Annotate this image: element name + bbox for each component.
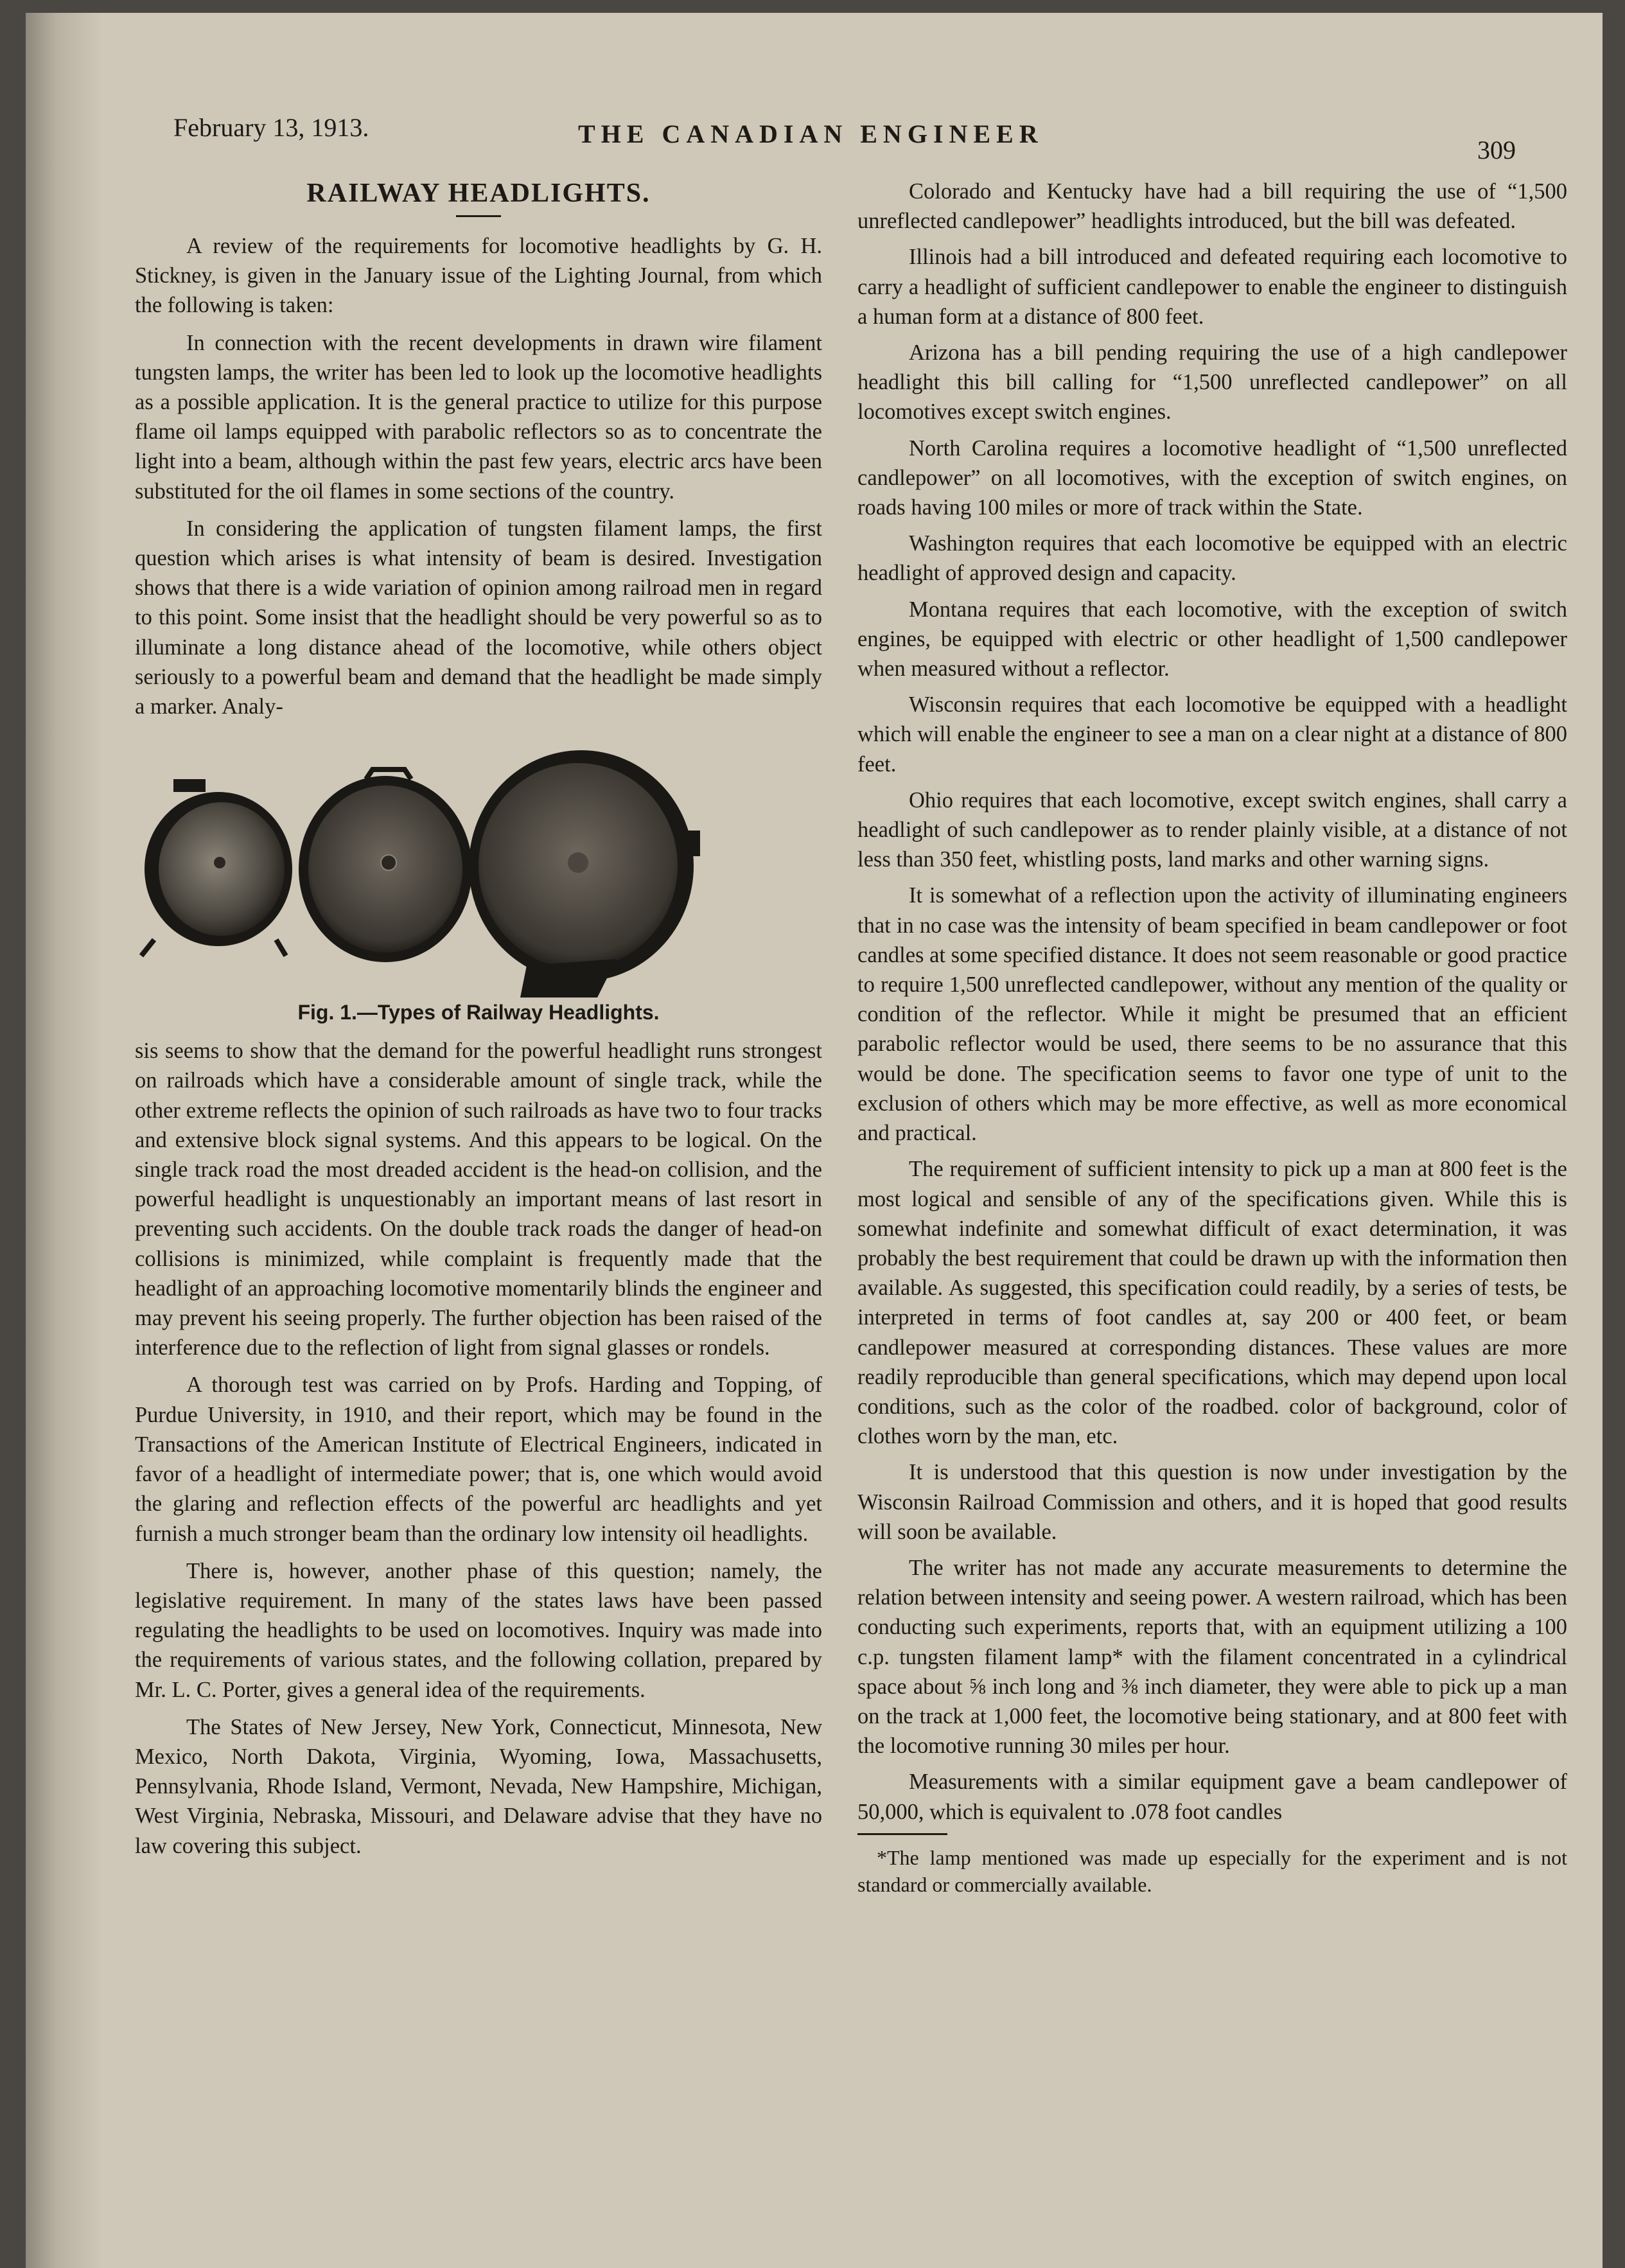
paragraph: Arizona has a bill pending requiring the use of a high candlepower headlight this bill calling for “1,500 unreflected candlepower” on all locomotives except switch engines.	[857, 340, 1567, 425]
binding-shadow	[26, 13, 103, 2268]
paragraph: The writer has not made any accurate measurements to determine the relation between intensity and seeing power. A western railroad, which has been conducting such experiments, reports that, with an equipment utilizing a 100 c.p. tungsten filament lamp* with the filament concentrated in a cylindrical space about ⅝ inch long and ⅜ inch diameter, they were able to pick up a man on the track at 1,000 feet, the locomotive being stationary, and at 800 feet with the locomotive running 30 miles per hour.	[857, 1555, 1567, 1759]
paragraph: A review of the requirements for locomotive headlights by G. H. Stickney, is given in the January issue of the Lighting Journal, from which the following is taken:	[135, 234, 822, 318]
paragraph: sis seems to show that the demand for the powerful headlight runs strongest on railroads which have a considerable amount of single track, while the other extreme reflects the opinion of such railroads as have two to four tracks and extensive block signal systems. And this appears to be logical. On the single track road the most dreaded accident is the head-on collision, and the powerful headlight is unquestionably an important means of last resort in preventing such accidents. On the double track roads the danger of head-on collisions is minimized, while complaint is frequently made that the headlight of an approaching locomotive momentarily blinds the engineer and may prevent his seeing properly. The further objection has been raised of the interference due to the reflection of light from signal glasses or rondels.	[135, 1039, 822, 1360]
figure-caption: Fig. 1.—Types of Railway Headlights.	[297, 1001, 660, 1024]
paragraph: Colorado and Kentucky have had a bill requiring the use of “1,500 unreflected candlepower” headlights introduced, but the bill was defeated.	[857, 179, 1567, 234]
paragraph: The States of New Jersey, New York, Connecticut, Minnesota, New Mexico, North Dakota, Virginia, Wyoming, Iowa, Massachusetts, Pennsylvania, Rhode Island, Vermont, Nevada, New Hampshire, Michigan, West Virginia, Nebraska, Missouri, and Delaware advise that they have no law covering this subject.	[135, 1714, 822, 1858]
paragraph: In connection with the recent developments in drawn wire filament tungsten lamps, the writer has been led to look up the locomotive headlights as a possible application. It is the general practice to utilize for this purpose flame oil lamps equipped with parabolic reflectors so as to concentrate the light into a beam, although within the past few years, electric arcs have been substituted for the oil flames in some sections of the country.	[135, 330, 822, 504]
magazine-page	[26, 13, 1603, 2268]
paragraph: Washington requires that each locomotive be equipped with an electric headlight of approved design and capacity.	[857, 531, 1567, 586]
paragraph: Montana requires that each locomotive, with the exception of switch engines, be equipped with electric or other headlight of 1,500 candlepower when measured without a reflector.	[857, 597, 1567, 681]
headlights-photo	[135, 734, 822, 1004]
small-headlight	[141, 779, 292, 956]
right-column	[857, 177, 1567, 1906]
paragraph: The requirement of sufficient intensity to pick up a man at 800 feet is the most logical and sensible of any of the specifications given. While this is somewhat indefinite and somewhat difficult of exact determination, it was probably the best requirement that could be drawn up with the information then available. As suggested, this specification could readily, by a series of tests, be interpreted in terms of foot candles at, say 200 or 400 feet, or beam candlepower measured at corresponding distances. These values are more readily reproducible than general specifications, which may depend upon local conditions, such as the color of the roadbed. color of background, color of clothes worn by the man, etc.	[857, 1157, 1567, 1449]
paragraph: North Carolina requires a locomotive headlight of “1,500 unreflected candlepower” on all locomotives, with the exception of switch engines, on roads having 100 miles or more of track within the State.	[857, 435, 1567, 520]
paragraph: Illinois had a bill introduced and defeated requiring each locomotive to carry a headlight of sufficient candlepower to enable the engineer to distinguish a human form at a distance of 800 feet.	[857, 245, 1567, 329]
journal-title: THE CANADIAN ENGINEER	[578, 119, 1044, 148]
page-number: 309	[1477, 136, 1516, 164]
paragraph: Measurements with a similar equipment gave a beam candlepower of 50,000, which is equivalent to .078 foot candles	[857, 1770, 1567, 1824]
article-title: RAILWAY HEADLIGHTS.	[306, 179, 651, 208]
figure-headlights	[135, 734, 822, 1030]
large-headlight	[469, 750, 700, 998]
paragraph: There is, however, another phase of this question; namely, the legislative requirement. In many of the states laws have been passed regulating the headlights to be used on locomotives. Inquiry was made into the requirements of various states, and the following collation, prepared by Mr. L. C. Porter, gives a general idea of the requirements.	[135, 1558, 822, 1702]
footnote-rule	[857, 1833, 947, 1835]
paragraph: In considering the application of tungsten filament lamps, the first question which arises is what intensity of beam is desired. Investigation shows that there is a wide variation of opinion among railroad men in regard to this point. Some insist that the headlight should be very powerful so as to illuminate a long distance ahead of the locomotive, while others object seriously to a powerful beam and demand that the headlight be made simply a marker. Analy-	[135, 516, 822, 719]
left-column	[135, 177, 822, 1868]
paragraph: A thorough test was carried on by Profs. Harding and Topping, of Purdue University, in 1910, and their report, which may be found in the Transactions of the American Institute of Electrical Engineers, indicated in favor of a headlight of intermediate power; that is, one which would avoid the glaring and reflection effects of the powerful arc headlights and yet furnish a much stronger beam than the ordinary low intensity oil headlights.	[135, 1373, 822, 1546]
paragraph: It is understood that this question is now under investigation by the Wisconsin Railroad Commission and others, and it is hoped that good results will soon be available.	[857, 1460, 1567, 1544]
paragraph: Ohio requires that each locomotive, except switch engines, shall carry a headlight of such candlepower as to render plainly visible, at a distance of not less than 350 feet, whistling posts, land marks and other warning signs.	[857, 787, 1567, 872]
paragraph: It is somewhat of a reflection upon the activity of illuminating engineers that in no case was the intensity of beam specified in beam candlepower or foot candles at some specified distance. It does not seem reasonable or good practice to require 1,500 unreflected candlepower, without any mention of the quality or condition of the reflector. While it might be presumed that an efficient parabolic reflector would be used, there seems to be no assurance that this would be done. The specification seems to favor one type of unit to the exclusion of others which may be more effective, as well as more economical and practical.	[857, 883, 1567, 1146]
footnote: *The lamp mentioned was made up especially for the experiment and is not standard or commercially available.	[857, 1845, 1567, 1896]
paragraph: Wisconsin requires that each locomotive be equipped with a headlight which will enable the engineer to see a man on a clear night at a distance of 800 feet.	[857, 692, 1567, 777]
title-rule	[456, 215, 501, 217]
issue-date: February 13, 1913.	[173, 113, 369, 142]
medium-headlight	[299, 769, 472, 962]
